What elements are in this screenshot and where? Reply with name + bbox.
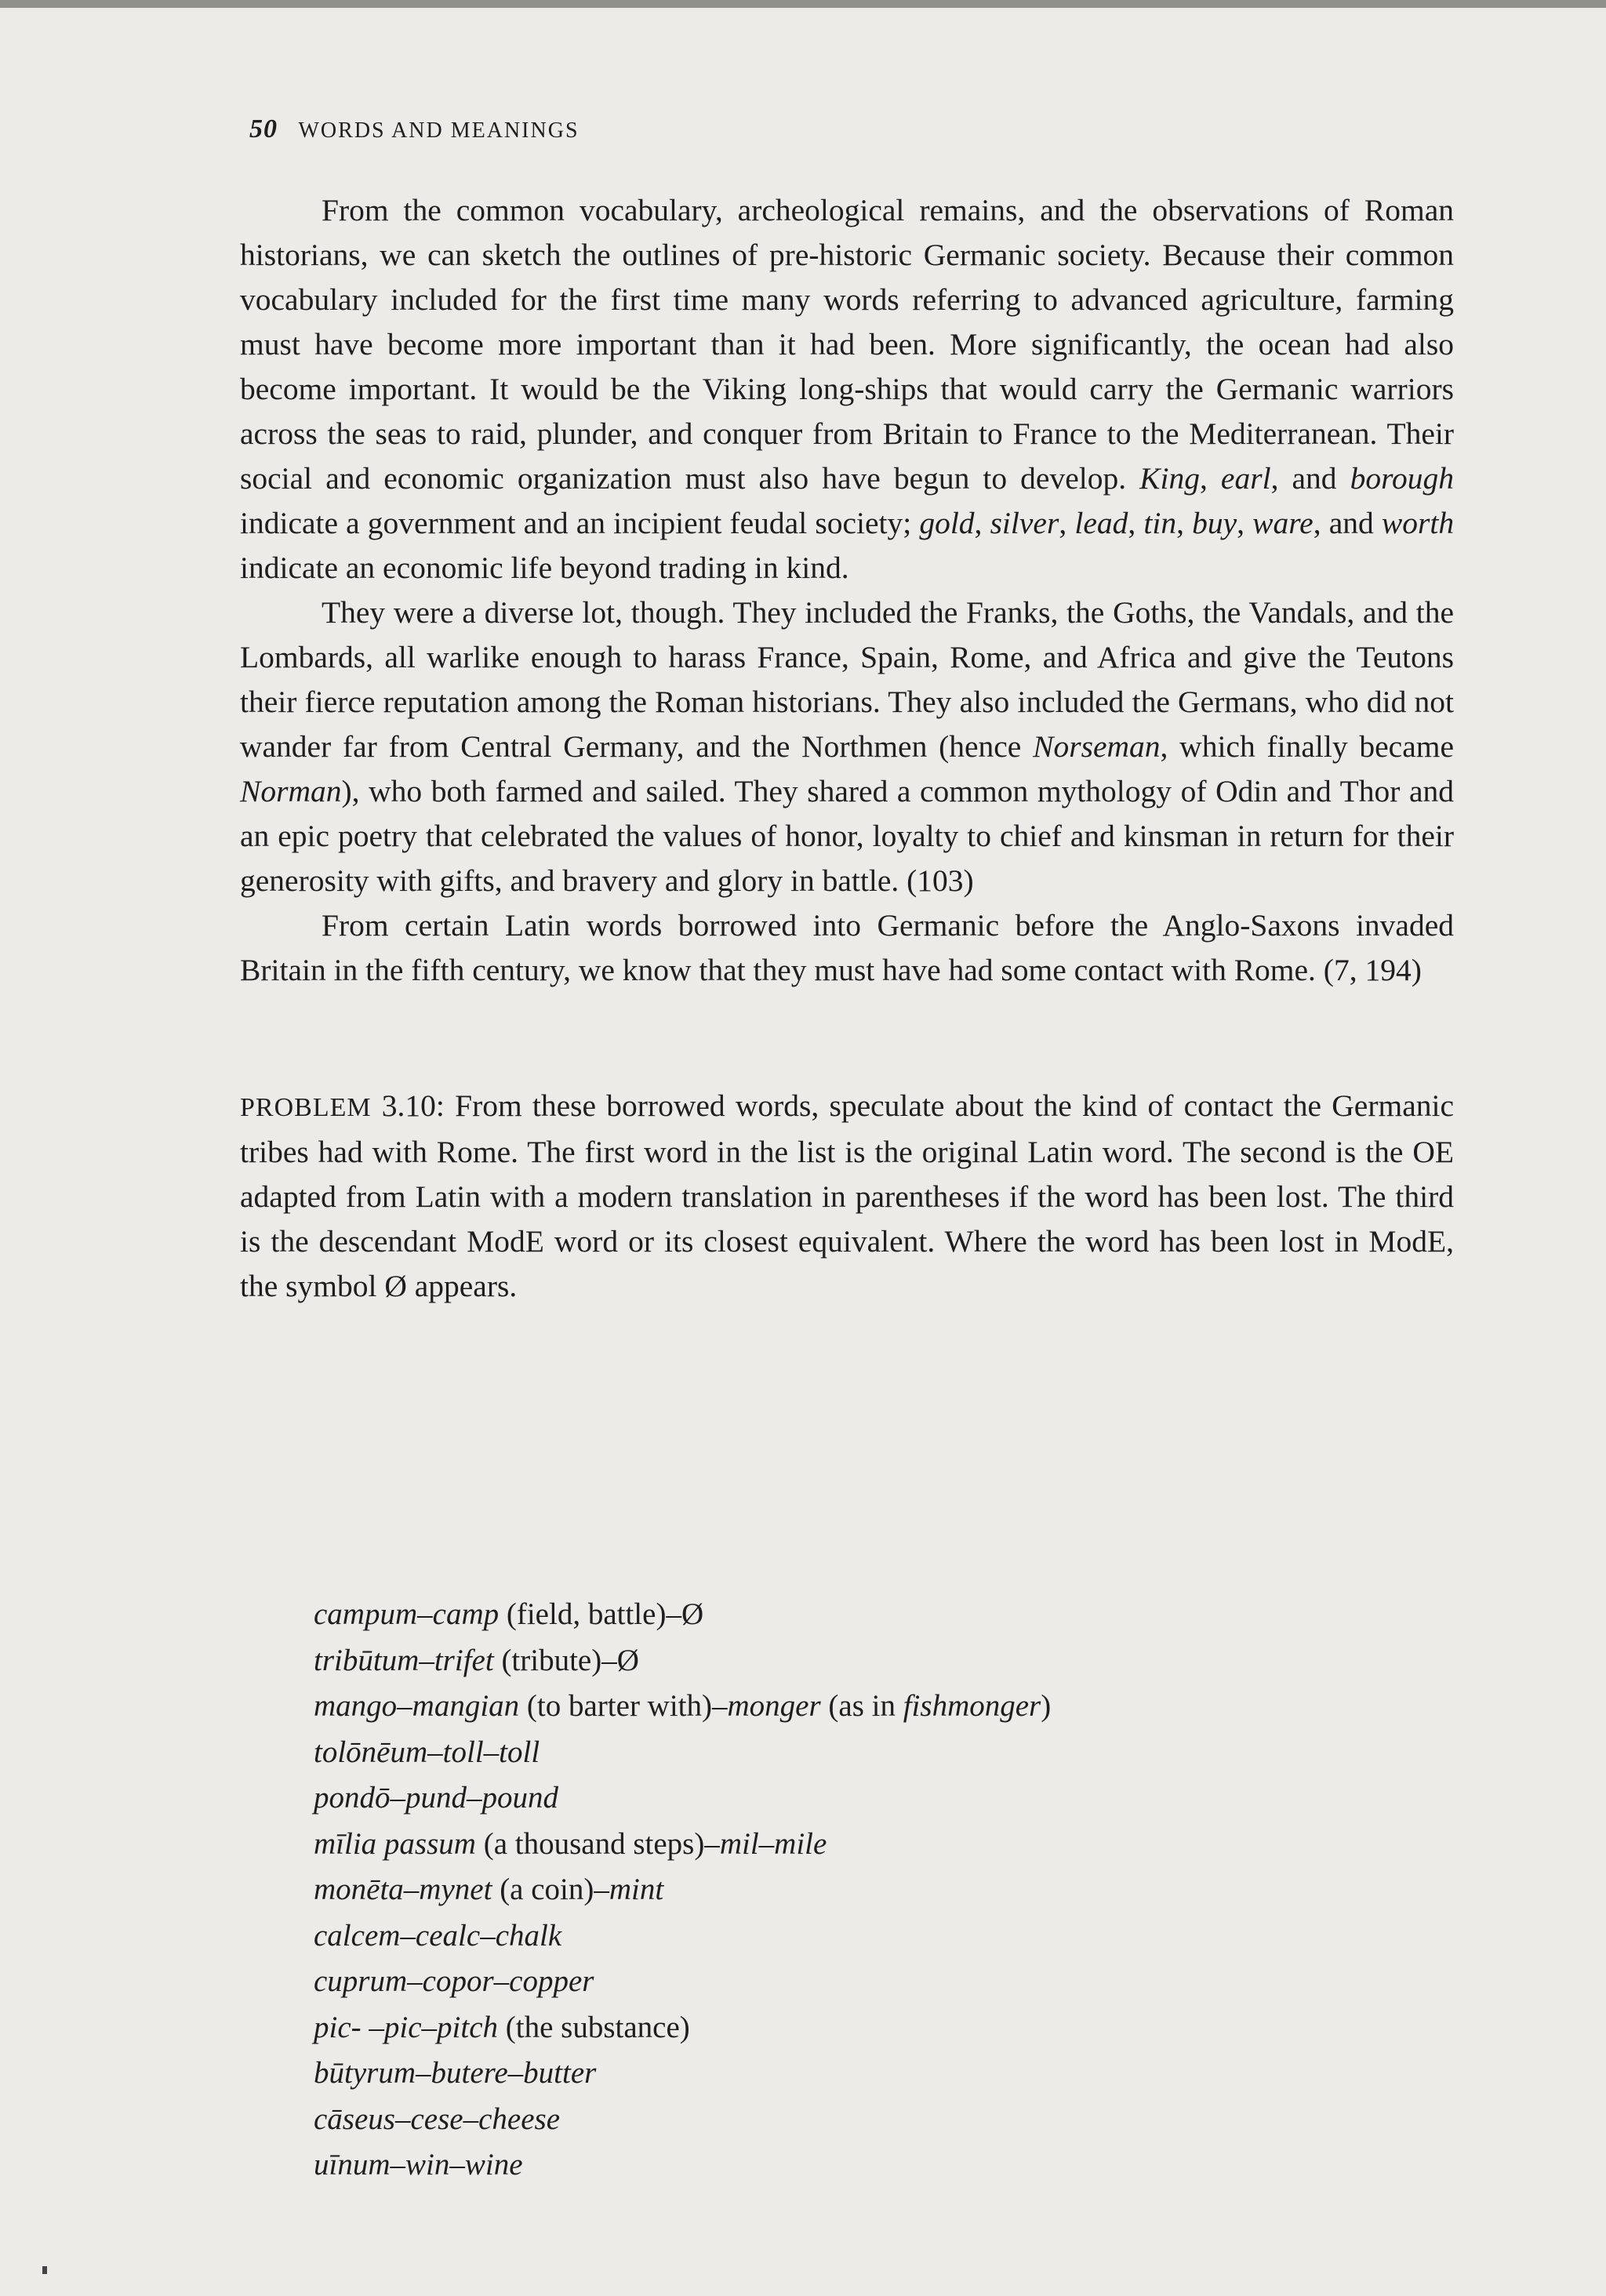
italic-run: tolōnēum–toll–toll: [314, 1735, 540, 1769]
body-text: [240, 188, 1454, 1309]
text-run: From the common vocabulary, archeological remains, and the observations of Roman historians, we can sketch the outlines of pre-historic Germanic society. Because their common vocabulary included for the first time many words referring to advanced agriculture, farming must have become more important than it had been. More significantly, the ocean had also become important. It would be the Viking long-ships that would carry the Germanic warriors across the seas to raid, plunder, and conquer from Britain to France to the Mediterranean. Their social and economic organization must also have begun to develop.: [240, 193, 1454, 496]
italic-run: gold: [919, 506, 975, 540]
italic-run: mīlia passum: [314, 1826, 476, 1861]
text-run: (the substance): [498, 2010, 690, 2044]
problem-statement: [240, 1084, 1454, 1309]
list-item: [314, 1684, 1051, 1730]
text-run: From certain Latin words borrowed into Germanic before the Anglo-Saxons invaded Britain in the fifth century, we know that they must have had some contact with Rome. (7, 194): [240, 908, 1454, 987]
text-run: ,: [1128, 506, 1144, 540]
italic-run: tribūtum–trifet: [314, 1643, 494, 1677]
text-run: ): [1041, 1689, 1052, 1723]
italic-run: pondō–pund–pound: [314, 1781, 558, 1815]
text-run: ,: [974, 506, 990, 540]
list-item: [314, 1867, 1051, 1913]
italic-run: monēta–mynet: [314, 1873, 492, 1906]
list-item: [314, 2051, 1051, 2097]
problem-text: From these borrowed words, speculate about the kind of contact the Germanic tribes had with Rome. The first word in the list is the original Latin word. The second is the OE adapted from Latin with a modern translation in parentheses if the word has been lost. The third is the descendant ModE word or its closest equivalent. Where the word has been lost in ModE, the symbol Ø appears.: [240, 1088, 1454, 1303]
page-top-edge: [0, 0, 1606, 8]
italic-run: mint: [609, 1873, 664, 1906]
list-item: [314, 1913, 1051, 1960]
problem-label: PROBLEM: [240, 1093, 372, 1122]
text-run: (a thousand steps)–: [475, 1826, 720, 1861]
list-item: [314, 1822, 1051, 1868]
list-item: [314, 2005, 1051, 2051]
italic-run: ware: [1252, 506, 1314, 540]
italic-run: worth: [1381, 506, 1455, 540]
running-title: WORDS AND MEANINGS: [298, 118, 580, 143]
list-item: [314, 2097, 1051, 2143]
list-item: [314, 1730, 1051, 1776]
list-item: [314, 1592, 1051, 1638]
italic-run: mil–mile: [719, 1826, 827, 1861]
problem-number: 3.10:: [381, 1088, 445, 1123]
italic-run: monger: [727, 1689, 821, 1723]
text-run: , and: [1313, 506, 1382, 540]
text-run: , which finally became: [1160, 729, 1454, 764]
italic-run: borough: [1350, 461, 1454, 496]
scan-mark: [42, 2266, 47, 2274]
text-run: indicate a government and an incipient feudal society;: [240, 506, 920, 540]
italic-run: tin: [1143, 506, 1177, 540]
page-number: 50: [249, 114, 278, 144]
italic-run: buy: [1192, 506, 1237, 540]
text-run: (tribute)–Ø: [493, 1643, 639, 1677]
text-run: (a coin)–: [492, 1873, 609, 1906]
italic-run: Norseman: [1033, 729, 1161, 764]
running-head: [249, 114, 580, 144]
italic-run: pic- –pic–pitch: [314, 2010, 499, 2044]
italic-run: uīnum–win–wine: [314, 2148, 523, 2182]
italic-run: būtyrum–butere–butter: [314, 2056, 597, 2090]
text-run: (to barter with)–: [519, 1689, 728, 1723]
list-item: [314, 1775, 1051, 1822]
italic-run: campum–camp: [314, 1597, 500, 1631]
italic-run: lead: [1074, 506, 1128, 540]
text-run: , and: [1270, 461, 1350, 496]
italic-run: silver: [990, 506, 1059, 540]
text-run: They were a diverse lot, though. They included the Franks, the Goths, the Vandals, and the Lombards, all warlike enough to harass France, Spain, Rome, and Africa and give the Teutons their fierce reputation among the Roman historians. They also included the Germans, who did not wander far from Central Germany, and the Northmen (hence: [240, 595, 1454, 764]
list-item: [314, 2142, 1051, 2189]
borrowed-word-list: [314, 1592, 1051, 2189]
italic-run: cāseus–cese–cheese: [314, 2102, 560, 2136]
list-item: [314, 1638, 1051, 1684]
italic-run: King: [1139, 461, 1200, 496]
text-run: (as in: [820, 1689, 903, 1723]
italic-run: Norman: [240, 774, 342, 808]
paragraph: [240, 903, 1454, 993]
text-run: indicate an economic life beyond trading in kind.: [240, 550, 849, 585]
paragraph: [240, 590, 1454, 903]
text-run: ,: [1199, 461, 1221, 496]
list-item: [314, 1959, 1051, 2005]
italic-run: calcem–cealc–chalk: [314, 1918, 562, 1953]
italic-run: mango–mangian: [314, 1689, 520, 1723]
paragraph: [240, 188, 1454, 590]
text-run: ,: [1237, 506, 1253, 540]
text-run: ,: [1059, 506, 1075, 540]
text-run: (field, battle)–Ø: [499, 1597, 704, 1631]
text-run: ), who both farmed and sailed. They shared a common mythology of Odin and Thor and an epic poetry that celebrated the values of honor, loyalty to chief and kinsman in return for their generosity with gifts, and bravery and glory in battle. (103): [240, 774, 1454, 898]
italic-run: fishmonger: [903, 1689, 1041, 1723]
italic-run: earl: [1220, 461, 1271, 496]
italic-run: cuprum–copor–copper: [314, 1964, 594, 1998]
text-run: ,: [1176, 506, 1193, 540]
